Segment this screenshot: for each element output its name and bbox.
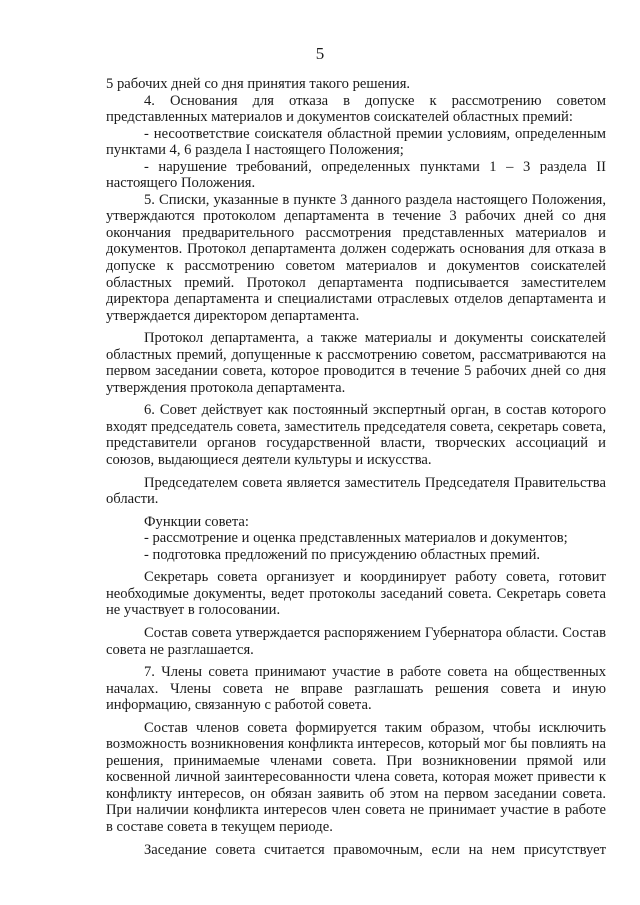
paragraph-functions-heading: Функции совета:	[144, 513, 249, 530]
paragraph-composition: Состав совета утверждается распоряжением Губернатора области. Состав совета не разглашается.	[106, 624, 606, 658]
paragraph-secretary: Секретарь совета организует и координирует работу совета, готовит необходимые документы, ведет протоколы заседаний совета. Секретарь совета не участвует в голосовании.	[106, 569, 606, 619]
paragraph-functions-bullet-1: - рассмотрение и оценка представленных материалов и документов;	[144, 530, 568, 547]
paragraph-quorum: Заседание совета считается правомочным, если на нем присутствует	[144, 841, 606, 858]
paragraph-protocol: Протокол департамента, а также материалы и документы соискателей областных премий, допущенные к рассмотрению советом, рассматриваются на первом заседании совета, которое проводится в течение 5 рабочих дней со дня утверждения протокола департамента.	[106, 330, 606, 396]
paragraph-item-4-bullet-1: - несоответствие соискателя областной премии условиям, определенным пунктами 4, 6 раздела I настоящего Положения;	[106, 125, 606, 159]
paragraph-continuation: 5 рабочих дней со дня принятия такого решения.	[106, 76, 411, 92]
paragraph-functions-bullet-2: - подготовка предложений по присуждению областных премий.	[144, 546, 541, 563]
page-number: 5	[315, 44, 325, 63]
paragraph-conflict-of-interest: Состав членов совета формируется таким образом, чтобы исключить возможность возникновения конфликта интересов, который мог бы повлиять на решения, принимаемые членами совета. При возникновении прямой или косвенной личной заинтересованности члена совета, которая может привести к конфликту интересов, он обязан заявить об этом на первом заседании совета. При наличии конфликта интересов член совета не принимает участие в работе в составе совета в текущем периоде.	[106, 719, 606, 835]
paragraph-item-4: 4. Основания для отказа в допуске к рассмотрению советом представленных материалов и документов соискателей областных премий:	[106, 92, 606, 126]
paragraph-chairman: Председателем совета является заместитель Председателя Правительства области.	[106, 474, 606, 508]
paragraph-item-7: 7. Члены совета принимают участие в работе совета на общественных началах. Члены совета не вправе разглашать решения совета и иную информацию, связанную с работой совета.	[106, 664, 606, 714]
paragraph-item-4-bullet-2: - нарушение требований, определенных пунктами 1 – 3 раздела II настоящего Положения.	[106, 158, 606, 192]
paragraph-item-5: 5. Списки, указанные в пункте 3 данного раздела настоящего Положения, утверждаются протоколом департамента в течение 3 рабочих дней со дня окончания предварительного рассмотрения представленных материалов и документов. Протокол департамента должен содержать основания для отказа в допуске к рассмотрению советом материалов и документов соискателей областных премий. Протокол департамента подписывается заместителем директора департамента и специалистами отраслевых отделов департамента и утверждается директором департамента.	[106, 191, 606, 324]
document-body	[106, 76, 606, 858]
paragraph-item-6: 6. Совет действует как постоянный экспертный орган, в состав которого входят председатель совета, заместитель председателя совета, секретарь совета, представители органов государственной власти, творческих ассоциаций и союзов, выдающиеся деятели культуры и искусства.	[106, 402, 606, 469]
